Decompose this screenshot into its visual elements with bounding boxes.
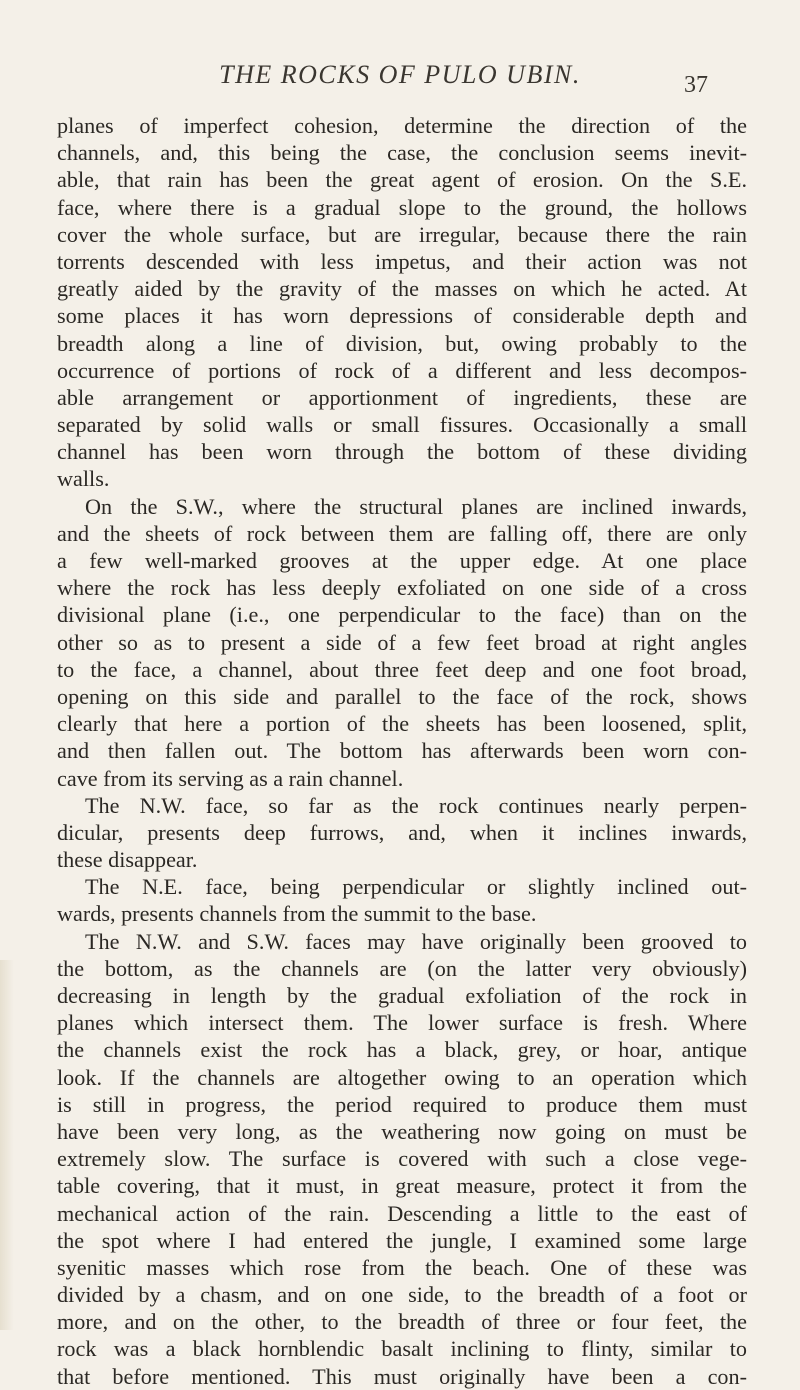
page-number: 37 xyxy=(684,72,708,98)
text-line: planes of imperfect cohesion, determine the direction of the xyxy=(57,113,747,138)
text-line: divided by a chasm, and on one side, to the breadth of a foot or xyxy=(57,1282,747,1308)
text-line: dicular, presents deep furrows, and, when it inclines inwards, xyxy=(57,819,747,845)
text-line: clearly that here a portion of the sheets has been loosened, split, xyxy=(57,711,747,737)
text-line: extremely slow. The surface is covered with such a close vege- xyxy=(57,1146,747,1172)
text-line: syenitic masses which rose from the beach. One of these was xyxy=(57,1254,747,1280)
body-text xyxy=(57,112,747,1390)
text-line: other so as to present a side of a few feet broad at right angles xyxy=(57,629,747,655)
text-line: breadth along a line of division, but, owing probably to the xyxy=(57,330,747,356)
text-line: able, that rain has been the great agent of erosion. On the S.E. xyxy=(57,167,747,193)
text-line: The N.W. face, so far as the rock continues nearly perpen- xyxy=(85,792,747,818)
text-line: the bottom, as the channels are (on the latter very obviously) xyxy=(57,955,747,981)
text-line: where the rock has less deeply exfoliated on one side of a cross xyxy=(57,575,747,601)
text-line: face, where there is a gradual slope to the ground, the hollows xyxy=(57,194,747,220)
text-line: some places it has worn depressions of considerable depth and xyxy=(57,303,747,329)
text-line: cave from its serving as a rain channel. xyxy=(57,765,404,791)
text-line: and then fallen out. The bottom has afterwards been worn con- xyxy=(57,738,747,764)
text-line: The N.W. and S.W. faces may have originally been grooved to xyxy=(85,928,747,954)
text-line: and the sheets of rock between them are falling off, there are only xyxy=(57,520,747,546)
text-line: The N.E. face, being perpendicular or slightly inclined out- xyxy=(85,874,747,900)
text-line: the channels exist the rock has a black, grey, or hoar, antique xyxy=(57,1037,747,1063)
text-line: table covering, that it must, in great measure, protect it from the xyxy=(57,1173,747,1199)
text-line: On the S.W., where the structural planes are inclined inwards, xyxy=(85,493,747,519)
text-line: channel has been worn through the bottom of these dividing xyxy=(57,439,747,465)
text-line: opening on this side and parallel to the face of the rock, shows xyxy=(57,683,747,709)
running-head xyxy=(100,60,708,100)
text-line: channels, and, this being the case, the conclusion seems inevit- xyxy=(57,140,747,166)
text-line: separated by solid walls or small fissures. Occasionally a small xyxy=(57,412,747,438)
text-line: more, and on the other, to the breadth of three or four feet, the xyxy=(57,1309,747,1335)
text-line: decreasing in length by the gradual exfoliation of the rock in xyxy=(57,983,747,1008)
text-line: a few well-marked grooves at the upper edge. At one place xyxy=(57,548,747,573)
text-line: able arrangement or apportionment of ingredients, these are xyxy=(57,384,747,410)
binding-gutter-shadow xyxy=(0,960,14,1330)
text-line: walls. xyxy=(57,466,110,492)
text-line: divisional plane (i.e., one perpendicular to the face) than on the xyxy=(57,602,747,628)
text-line: these disappear. xyxy=(57,847,198,873)
text-line: look. If the channels are altogether owing to an operation which xyxy=(57,1064,747,1090)
running-title: THE ROCKS OF PULO UBIN. xyxy=(219,60,581,89)
text-line: cover the whole surface, but are irregular, because there the rain xyxy=(57,221,747,247)
text-line: planes which intersect them. The lower surface is fresh. Where xyxy=(57,1010,747,1036)
text-line: the spot where I had entered the jungle, I examined some large xyxy=(57,1227,747,1253)
text-line: wards, presents channels from the summit to the base. xyxy=(57,901,537,927)
text-line: greatly aided by the gravity of the masses on which he acted. At xyxy=(57,276,747,302)
text-line: that before mentioned. This must originally have been a con- xyxy=(57,1363,747,1389)
text-line: occurrence of portions of rock of a different and less decompos- xyxy=(57,357,747,383)
text-line: is still in progress, the period required to produce them must xyxy=(57,1091,747,1117)
text-line: have been very long, as the weathering now going on must be xyxy=(57,1118,747,1144)
text-line: to the face, a channel, about three feet deep and one foot broad, xyxy=(57,656,747,682)
text-line: torrents descended with less impetus, and their action was not xyxy=(57,248,747,274)
text-line: rock was a black hornblendic basalt inclining to flinty, similar to xyxy=(57,1336,747,1362)
text-line: mechanical action of the rain. Descending a little to the east of xyxy=(57,1200,747,1226)
